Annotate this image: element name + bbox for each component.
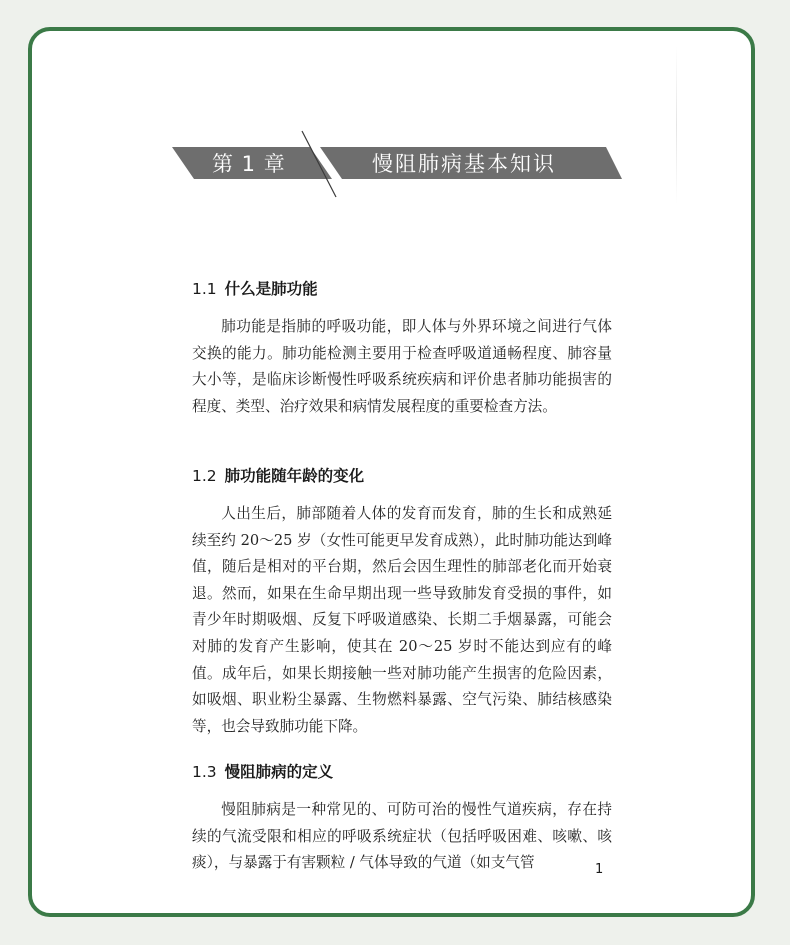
section-heading-1-3 bbox=[192, 761, 333, 783]
section-number: 1.1 bbox=[192, 280, 217, 298]
section-title: 什么是肺功能 bbox=[224, 280, 318, 298]
section-heading-1-2 bbox=[192, 465, 364, 487]
section-paragraph-1-3: 慢阻肺病是一种常见的、可防可治的慢性气道疾病，存在持续的气流受限和相应的呼吸系统症状（包括呼吸困难、咳嗽、咳痰），与暴露于有害颗粒 / 气体导致的气道（如支气管 bbox=[192, 801, 612, 872]
chapter-title: 慢阻肺病基本知识 bbox=[372, 152, 556, 176]
section-heading-1-1 bbox=[192, 278, 318, 300]
section-paragraph-1-1: 肺功能是指肺的呼吸功能，即人体与外界环境之间进行气体交换的能力。肺功能检测主要用于检查呼吸道通畅程度、肺容量大小等，是临床诊断慢性呼吸系统疾病和评价患者肺功能损害的程度、类型、治疗效果和病情发展程度的重要检查方法。 bbox=[192, 318, 612, 415]
section-paragraph-1-2: 人出生后，肺部随着人体的发育而发育，肺的生长和成熟延续至约 20～25 岁（女性可能更早发育成熟），此时肺功能达到峰值，随后是相对的平台期，然后会因生理性的肺部老化而开始衰退。然而，如果在生命早期出现一些导致肺发育受损的事件，如青少年时期吸烟、反复下呼吸道感染、长期二手烟暴露，可能会对肺的发育产生影响，使其在 20～25 岁时不能达到应有的峰值。成年后，如果长期接触一些对肺功能产生损害的危险因素，如吸烟、职业粉尘暴露、生物燃料暴露、空气污染、肺结核感染等，也会导致肺功能下降。 bbox=[192, 505, 612, 735]
section-title: 肺功能随年龄的变化 bbox=[224, 467, 365, 485]
chapter-banner bbox=[32, 31, 755, 241]
section-number: 1.2 bbox=[192, 467, 217, 485]
chapter-banner-graphic bbox=[32, 31, 755, 241]
page-number: 1 bbox=[595, 862, 604, 877]
section-title: 慢阻肺病的定义 bbox=[224, 763, 334, 781]
chapter-number: 第 1 章 bbox=[212, 152, 286, 176]
book-page bbox=[28, 27, 755, 917]
section-number: 1.3 bbox=[192, 763, 217, 781]
